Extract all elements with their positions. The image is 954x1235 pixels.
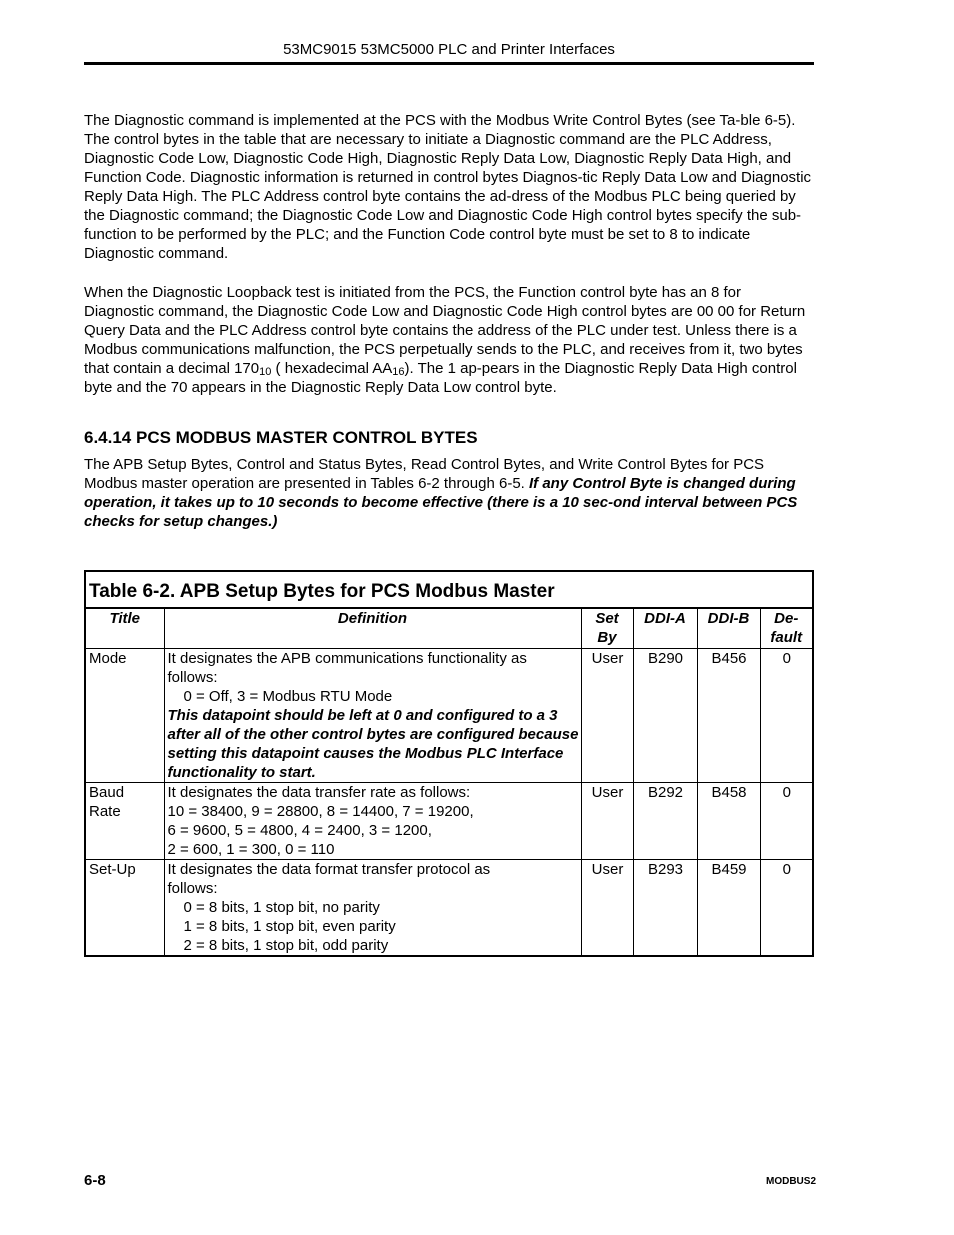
running-header: 53MC9015 53MC5000 PLC and Printer Interfaces — [283, 41, 615, 58]
apb-setup-table — [84, 570, 814, 957]
cell-ddi-a: B290 — [633, 649, 697, 783]
definition-line: It designates the data format transfer protocol as — [167, 861, 491, 878]
paragraph-diagnostic-command: The Diagnostic command is implemented at the PCS with the Modbus Write Control Bytes (see Ta-ble 6-5). The control bytes in the table that are necessary to initiate a Diagnostic command are the PLC Address, Diagnostic Code Low, Diagnostic Code High, Diagnostic Reply Data Low, Diagnostic Reply Data High, and Function Code. Diagnostic information is returned in control bytes Diagnos-tic Reply Data Low and Diagnostic Reply Data High. The PLC Address control byte contains the ad-dress of the Modbus PLC being queried by the Diagnostic command; the Diagnostic Code Low and Diagnostic Code High control bytes specify the sub-function to be performed by the PLC; and the Function Code control byte must be set to 8 to indicate Diagnostic command. — [84, 112, 812, 262]
page-number: 6-8 — [84, 1172, 106, 1189]
definition-value-line: 0 = Off, 3 = Modbus RTU Mode — [183, 688, 393, 705]
cell-title — [86, 783, 164, 860]
definition-line: follows: — [167, 669, 218, 686]
paragraph-emphasis: If any Control Byte is changed during operation, it takes up to 10 seconds to become effective (there is a 10 sec-ond interval between PCS checks for setup changes.) — [84, 475, 798, 530]
definition-line: 2 = 600, 1 = 300, 0 = 110 — [167, 841, 335, 858]
cell-ddi-a: B292 — [633, 783, 697, 860]
column-header-title: Title — [86, 609, 164, 649]
header-line: De- — [774, 610, 799, 627]
header-line: By — [597, 629, 617, 646]
definition-line: follows: — [167, 880, 218, 897]
cell-ddi-b: B456 — [697, 649, 760, 783]
cell-set-by: User — [581, 649, 633, 783]
cell-ddi-a: B293 — [633, 860, 697, 956]
header-rule — [84, 62, 814, 65]
paragraph-diagnostic-loopback — [84, 283, 814, 397]
definition-line: It designates the data transfer rate as follows: — [167, 784, 471, 801]
subscript: 10 — [259, 366, 272, 378]
table-row — [86, 649, 812, 783]
column-header-ddi-b: DDI-B — [697, 609, 760, 649]
cell-ddi-b: B459 — [697, 860, 760, 956]
definition-value-line: 2 = 8 bits, 1 stop bit, odd parity — [183, 937, 389, 954]
paragraph-text: The APB Setup Bytes, Control and Status Bytes, Read Control Bytes, and Write Control Bytes for PCS Modbus master operation are presented in Tables 6-2 through 6-5. — [84, 456, 765, 492]
definition-line: It designates the APB communications functionality as — [167, 650, 527, 667]
definition-line: 6 = 9600, 5 = 4800, 4 = 2400, 3 = 1200, — [167, 822, 432, 839]
table-row — [86, 783, 812, 860]
cell-ddi-b: B458 — [697, 783, 760, 860]
definition-line: 10 = 38400, 9 = 28800, 8 = 14400, 7 = 19200, — [167, 803, 474, 820]
section-heading: 6.4.14 PCS MODBUS MASTER CONTROL BYTES — [84, 428, 478, 447]
paragraph-control-bytes-intro — [84, 455, 814, 531]
cell-title: Set-Up — [86, 860, 164, 956]
definition-value-line: 0 = 8 bits, 1 stop bit, no parity — [183, 899, 380, 916]
column-header-set-by — [581, 609, 633, 649]
column-header-ddi-a: DDI-A — [633, 609, 697, 649]
cell-default: 0 — [760, 783, 812, 860]
title-line: Rate — [89, 803, 121, 820]
column-header-definition: Definition — [164, 609, 581, 649]
table-caption: Table 6-2. APB Setup Bytes for PCS Modbus Master — [86, 572, 812, 608]
cell-default: 0 — [760, 860, 812, 956]
paragraph-text: When the Diagnostic Loopback test is initiated from the PCS, the Function control byte has an 8 for Diagnostic command, the Diagnostic Code Low and Diagnostic Code High control bytes are 00 00 for Return Query Data and the PLC Address control byte contains the address of the PLC under test. Unless there is a Modbus communications malfunction, the PCS perpetually sends to the PLC, and receives from it, two bytes that contain a decimal 170 — [84, 284, 806, 377]
definition-value-line: 1 = 8 bits, 1 stop bit, even parity — [183, 918, 396, 935]
cell-title: Mode — [86, 649, 164, 783]
column-header-default — [760, 609, 812, 649]
header-line: fault — [770, 629, 803, 646]
table-grid — [86, 608, 812, 955]
title-line: Baud — [89, 784, 125, 801]
cell-definition — [164, 649, 581, 783]
table-row — [86, 860, 812, 956]
table-header-row — [86, 609, 812, 649]
cell-set-by: User — [581, 860, 633, 956]
cell-definition — [164, 860, 581, 956]
subscript: 16 — [392, 366, 405, 378]
definition-note: This datapoint should be left at 0 and configured to a 3 after all of the other control bytes are configured because setting this datapoint causes the Modbus PLC Interface functionality to start. — [167, 707, 579, 781]
cell-definition — [164, 783, 581, 860]
paragraph-text: ). The 1 ap-pears in the Diagnostic Reply Data High control byte and the 70 appears in the Diagnostic Reply Data Low control byte. — [84, 360, 797, 396]
paragraph-text: ( hexadecimal AA — [271, 360, 393, 377]
header-line: Set — [595, 610, 619, 627]
document-code: MODBUS2 — [766, 1176, 817, 1187]
cell-default: 0 — [760, 649, 812, 783]
cell-set-by: User — [581, 783, 633, 860]
